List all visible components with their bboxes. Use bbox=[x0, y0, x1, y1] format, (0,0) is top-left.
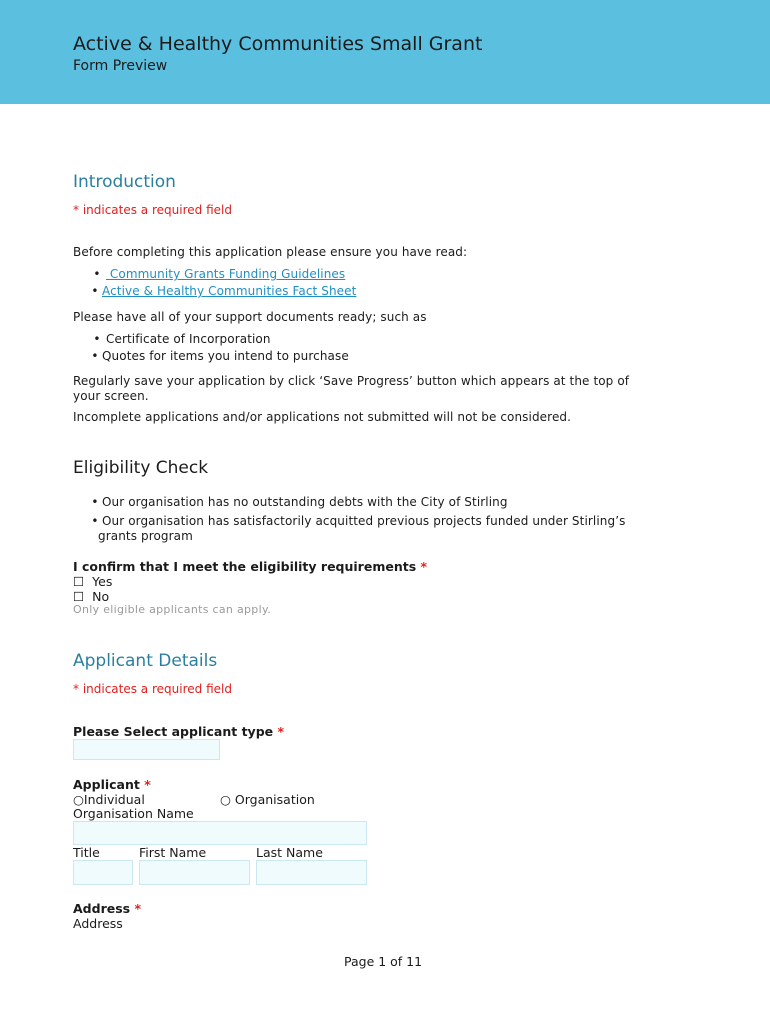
radio-icon: ○ bbox=[220, 792, 231, 807]
title-input[interactable] bbox=[73, 860, 133, 885]
applicant-type-select[interactable] bbox=[73, 739, 220, 760]
checkbox-no[interactable]: ☐ No bbox=[73, 589, 110, 604]
checkbox-yes[interactable]: ☐ Yes bbox=[73, 574, 113, 589]
eligibility-hint: Only eligible applicants can apply. bbox=[73, 603, 271, 616]
applicant-heading: Applicant Details bbox=[73, 651, 218, 671]
list-item: • Our organisation has satisfactorily acquitted previous projects funded under Stirling’s bbox=[91, 514, 626, 528]
list-item: • Active & Healthy Communities Fact Sheet bbox=[91, 284, 357, 298]
checkbox-icon: ☐ bbox=[73, 589, 85, 604]
eligibility-heading: Eligibility Check bbox=[73, 458, 209, 478]
required-note: * indicates a required field bbox=[73, 682, 232, 696]
first-name-label: First Name bbox=[139, 845, 207, 860]
checkbox-icon: ☐ bbox=[73, 574, 85, 589]
save-note-cont: your screen. bbox=[73, 389, 149, 403]
required-note: * indicates a required field bbox=[73, 203, 232, 217]
list-item: • Quotes for items you intend to purchase bbox=[91, 349, 349, 363]
title-label: Title bbox=[73, 845, 100, 860]
last-name-input[interactable] bbox=[256, 860, 367, 885]
radio-organisation[interactable]: ○ Organisation bbox=[220, 792, 315, 807]
incomplete-note: Incomplete applications and/or applications not submitted will not be considered. bbox=[73, 410, 572, 424]
save-note: Regularly save your application by click ‘Save Progress’ button which appears at the top of bbox=[73, 374, 630, 388]
header-banner bbox=[0, 0, 770, 104]
page-number: Page 1 of 11 bbox=[344, 954, 423, 969]
applicant-label: Applicant * bbox=[73, 777, 151, 792]
form-title: Active & Healthy Communities Small Grant bbox=[73, 33, 483, 55]
introduction-heading: Introduction bbox=[73, 172, 176, 192]
org-name-label: Organisation Name bbox=[73, 806, 194, 821]
list-item: • Community Grants Funding Guidelines bbox=[93, 267, 346, 281]
first-name-input[interactable] bbox=[139, 860, 250, 885]
last-name-label: Last Name bbox=[256, 845, 323, 860]
list-item: • Certificate of Incorporation bbox=[93, 332, 271, 346]
eligibility-confirm-label: I confirm that I meet the eligibility requirements * bbox=[73, 559, 428, 574]
fact-sheet-link[interactable]: Active & Healthy Communities Fact Sheet bbox=[102, 284, 357, 298]
address-sublabel: Address bbox=[73, 916, 123, 931]
guidelines-link[interactable]: Community Grants Funding Guidelines bbox=[106, 267, 346, 281]
applicant-type-label: Please Select applicant type * bbox=[73, 724, 285, 739]
form-subtitle: Form Preview bbox=[73, 58, 168, 74]
org-name-input[interactable] bbox=[73, 821, 367, 845]
list-item: • Our organisation has no outstanding debts with the City of Stirling bbox=[91, 495, 508, 509]
radio-icon: ○ bbox=[73, 792, 84, 807]
address-label: Address * bbox=[73, 901, 141, 916]
intro-lead: Before completing this application please ensure you have read: bbox=[73, 245, 468, 259]
radio-individual[interactable]: ○Individual bbox=[73, 792, 145, 807]
support-lead: Please have all of your support documents ready; such as bbox=[73, 310, 427, 324]
list-item-cont: grants program bbox=[98, 529, 193, 543]
